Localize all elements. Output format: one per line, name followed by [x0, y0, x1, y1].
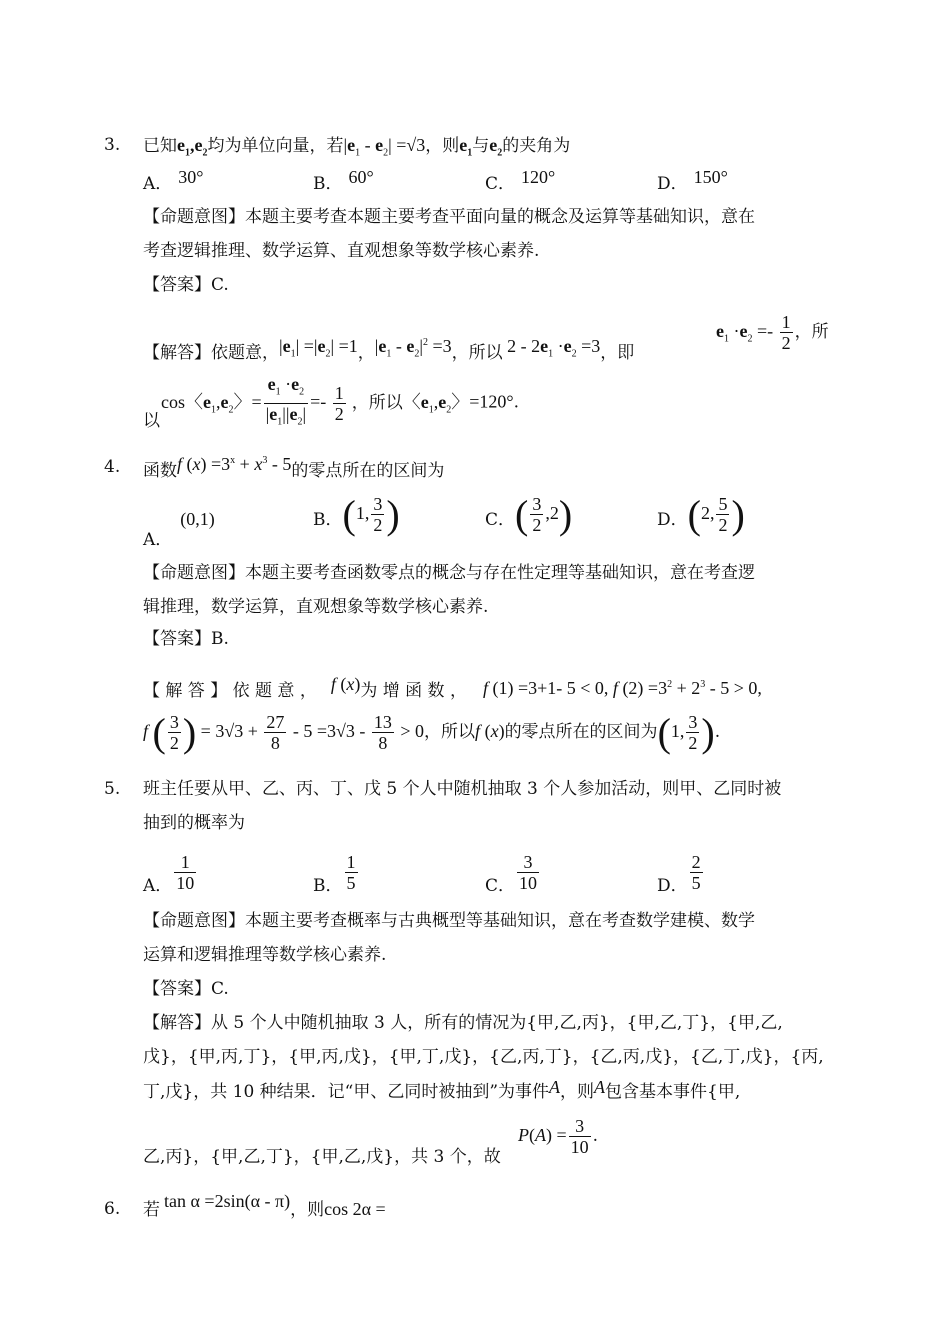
function-definition: f $(x) =3^x + x^3 - 5$	[177, 454, 292, 474]
question-number: 4.	[104, 457, 121, 477]
option-b: B． 60°	[313, 167, 374, 194]
option-c: C． $\frac{3}{10}$	[485, 852, 538, 896]
intent-line-1: 【命题意图】本题主要考查概率与古典概型等基础知识，意在考查数学建模、数学	[143, 911, 755, 931]
option-b: B．(1, $\frac{3}{2}$ )	[313, 491, 400, 537]
solution-line-2: 戊}，{甲,丙,丁}，{甲,丙,戊}，{甲,丁,戊}，{乙,丙,丁}，{乙,丙,戊}，{乙,丁,戊}，{丙,	[143, 1047, 824, 1067]
probability-result: P(A) = $\frac{3}{10}$ .	[518, 1116, 599, 1157]
option-c: C． 120°	[485, 167, 556, 194]
question-stem: 若 tan α =2sin(α - π)，则cos 2α =	[143, 1191, 386, 1220]
vector-e1-e2: $e_1,e_2$	[177, 135, 208, 159]
answer: 【答案】C.	[143, 275, 229, 295]
question-stem-line-2: 抽到的概率为	[143, 813, 245, 833]
dot-product-result: $e_1 \cdot e_2$ =- $\frac{1}{2}$ ，所	[716, 312, 829, 353]
question-number: 5.	[104, 779, 121, 799]
solution-line-1: 【解答】依题意，$|e_1| =|e_2| =1$，$|e_1 - e_2|^2 =3$，所以 $2 - 2e_1 \cdot e_2 =3$，即	[143, 336, 635, 363]
answer: 【答案】C.	[143, 979, 229, 999]
answer: 【答案】B.	[143, 629, 229, 649]
solution-yi: 以	[143, 411, 160, 431]
solution-line-1: 【解答】从 5 个人中随机抽取 3 人，所有的情况为{甲,乙,丙}，{甲,乙,丁}，{甲,乙,	[143, 1013, 783, 1033]
tan-equation: tan α =2sin(α - π)	[164, 1191, 291, 1211]
norm-difference-formula: $|e_1 - e_2| =√3$	[343, 135, 426, 159]
intent-line-1: 【命题意图】本题主要考查函数零点的概念与存在性定理等基础知识，意在考查逻	[143, 563, 755, 583]
solution-line-2: cos〈$e_1,e_2$〉= $\frac{e_1 \cdot e_2}{|e_1||e_2|}$ =- $\frac{1}{2}$ ，所以〈$e_1,e_2$〉=120°.	[161, 374, 520, 428]
intent-line-2: 运算和逻辑推理等数学核心素养.	[143, 945, 387, 965]
option-d: D． $\frac{2}{5}$	[657, 852, 701, 896]
option-c: C．( $\frac{3}{2}$ ,2)	[485, 491, 573, 537]
question-stem: 已知$e_1,e_2$均为单位向量，若$|e_1 - e_2| =√3$，则$e_1$与$e_2$的夹角为	[143, 135, 571, 159]
option-a: A． $\frac{1}{10}$	[143, 852, 195, 896]
solution-line-1: 【 解 答 】 依 题 意 ， f (x)为 增 函 数 ， f (1) =3+1- 5 < 0, f $(2) =3^2 + 2^3 - 5 > 0$,	[143, 674, 762, 701]
question-stem: 函数f $(x) =3^x + x^3 - 5$的零点所在的区间为	[143, 454, 445, 481]
intent-line-2: 考查逻辑推理、数学运算、直观想象等数学核心素养.	[143, 241, 540, 261]
cos-expression: cos 2α =	[324, 1199, 386, 1219]
question-number: 6.	[104, 1199, 121, 1219]
solution-line-4: 乙,丙}，{甲,乙,丁}，{甲,乙,戊}，共 3 个，故	[143, 1147, 501, 1167]
option-a: A． 30°	[143, 167, 204, 194]
intent-line-1: 【命题意图】本题主要考查本题主要考查平面向量的概念及运算等基础知识，意在	[143, 207, 755, 227]
option-b: B． $\frac{1}{5}$	[313, 852, 356, 896]
option-a: A．(0,1)	[143, 509, 215, 550]
option-d: D．(2, $\frac{5}{2}$ )	[657, 491, 745, 537]
question-stem-line-1: 班主任要从甲、乙、丙、丁、戊 5 个人中随机抽取 3 个人参加活动，则甲、乙同时被	[143, 779, 782, 799]
question-number: 3.	[104, 135, 121, 155]
solution-line-3: 丁,戊}，共 10 种结果．记“甲、乙同时被抽到”为事件A，则A包含基本事件{甲,	[143, 1077, 741, 1102]
option-d: D． 150°	[657, 167, 728, 194]
solution-line-2: f ( $\frac{3}{2}$ ) = 3√3 + $\frac{27}{8}$ - 5 =3√3 - $\frac{13}{8}$ > 0，所以f (x)的零点所在的区间为(1, $\frac{3}{2}$ ).	[143, 709, 721, 755]
intent-line-2: 辑推理，数学运算，直观想象等数学核心素养.	[143, 597, 489, 617]
